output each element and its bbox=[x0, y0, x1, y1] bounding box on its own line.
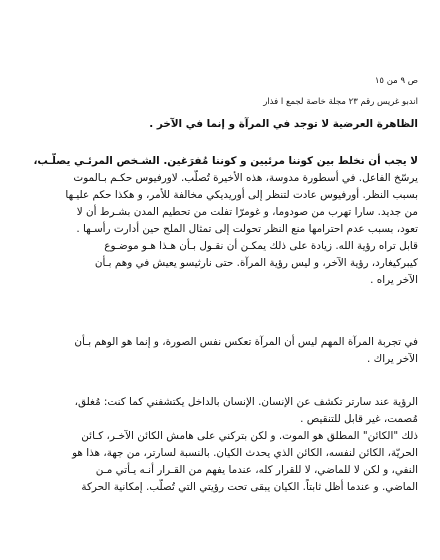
text-line: في تجربة المرآة المهم ليس أن المرآة تعكس نفس الصورة، و إنما هو الوهم بـأن bbox=[74, 336, 418, 348]
text-line: الظاهرة العرضية لا توجد في المرآة و إنما في الآخر . bbox=[149, 118, 418, 130]
text-line: مُصمت، غير قابل للتنقيص . bbox=[300, 413, 418, 425]
source-line: اندبو غريس رقم ٢٣ مجلة خاصة لجمع ا فذار bbox=[263, 97, 418, 107]
text-line: قابل تراه رؤية الله. زيادة على ذلك يمكـن أن نقـول بـأن هـذا هـو موضـوع bbox=[104, 240, 418, 252]
text-line: لا يجب أن نخلط بين كوننا مرئيين و كوننا مُفرَغين. الشـخص المرئـي يصلّـب، bbox=[33, 155, 418, 167]
text-line: يرسّخ الفاعل. في أسطورة مدوسة، هذه الأخيرة تُصلّب. لاورفيوس حكـم بـالموت bbox=[73, 172, 418, 184]
body-paragraph bbox=[22, 394, 418, 496]
page-number: ص ٩ من ١٥ bbox=[374, 76, 418, 86]
text-line: النفي، و لكن لا للماضي، لا للقرار كله، عندما يفهم من القـرار أنـه يـأتي مـن bbox=[95, 464, 418, 476]
text-line: من جديد. سارا تهرب من صودوما، و غومرّا تفلت من تحطيم المدن بشـرط أن لا bbox=[76, 206, 418, 218]
heading-paragraph bbox=[22, 116, 418, 133]
text-line: الماضي. و عندما أظل ثابتاً. الكيان يبقى تحت رؤيتي التي تُصلّب. إمكانية الحركة bbox=[81, 481, 418, 493]
text-line: الآخر يراك . bbox=[367, 353, 418, 365]
text-line: تعود، بسبب عدم احترامها منع النظر تحولت إلى تمثال الملح حين أدارت رأسـها . bbox=[76, 223, 418, 235]
text-line: ذلك "الكائن" المطلق هو الموت. و لكن بتركني على هامش الكائن الآخـر، كـائن bbox=[81, 430, 418, 442]
text-line: الحريّة، الكائن لنفسه، الكائن الذي يحدث الكيان. بالنسبة لسارتر، من جهة، هذا هو bbox=[72, 447, 418, 459]
text-line: الرؤية عند سارتر تكشف عن الإنسان. الإنسان بالداخل يكتشفني كما كنت: مُغلق، bbox=[74, 396, 418, 408]
text-line: كيبركيغارد، رؤية الآخر، و ليس رؤية المرآة. حتى نارثيسو يعيش في وهم بـأن bbox=[94, 257, 418, 269]
text-line: بسبب النظر. أورفيوس عادت لتنظر إلى أوريديكي مخالفة للأمر، و هكذا حكم عليـها bbox=[65, 189, 418, 201]
body-paragraph bbox=[22, 153, 418, 289]
body-paragraph bbox=[22, 334, 418, 368]
text-line: الآخر يراه . bbox=[370, 274, 418, 286]
